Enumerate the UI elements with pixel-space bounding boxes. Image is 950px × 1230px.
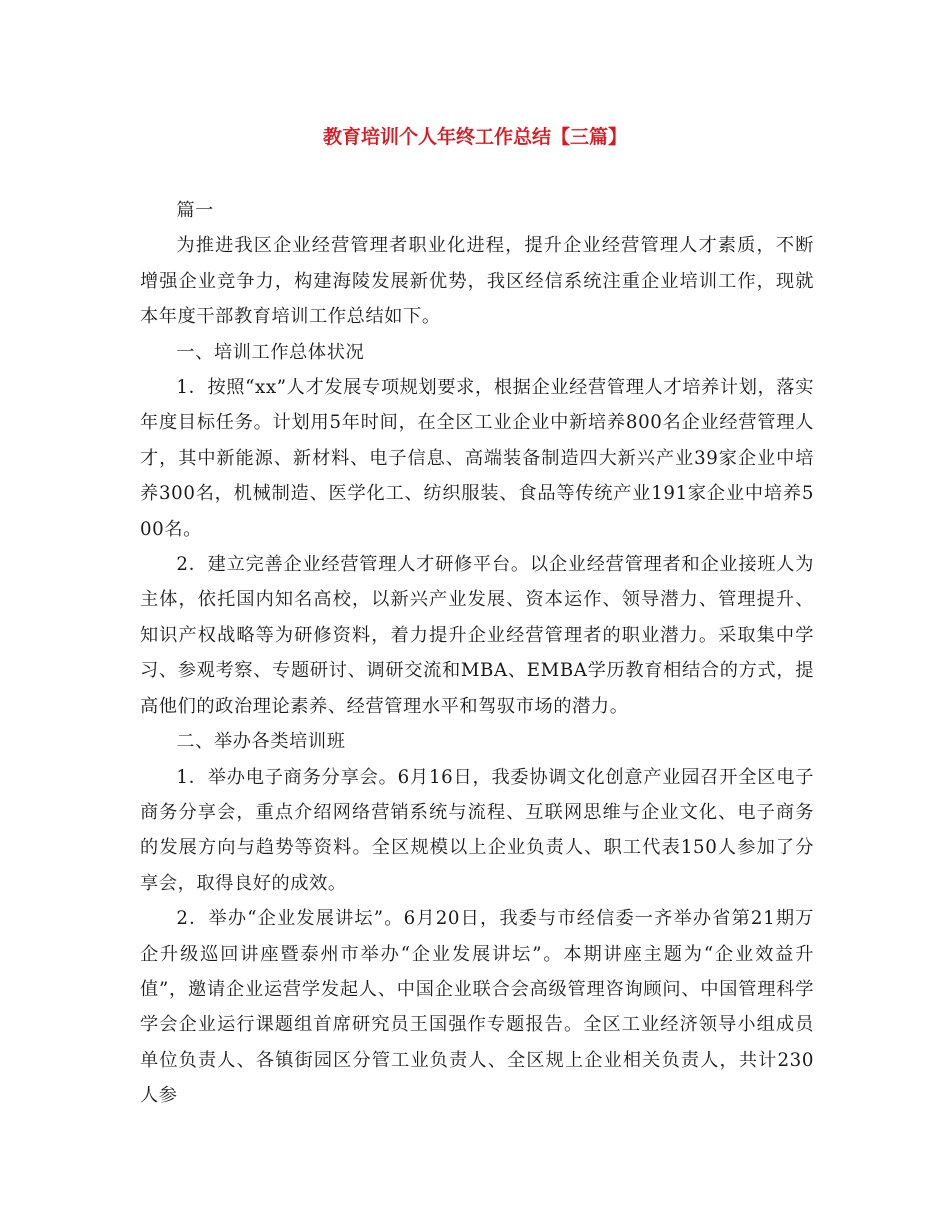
section-heading-2: 二、举办各类培训班 <box>176 731 346 753</box>
paragraph-1-1: 1．按照“xx”人才发展专项规划要求，根据企业经营管理人才培养计划，落实年度目标任务。计划用5年时间，在全区工业企业中新培养800名企业经营管理人才，其中新能源、新材料、电子信息、高端装备制造四大新兴产业39家企业中培养300名，机械制造、医学化工、纺织服装、食品等传统产业191家企业中培养500名。 <box>140 377 814 540</box>
intro-paragraph: 为推进我区企业经营管理者职业化进程，提升企业经营管理人才素质，不断增强企业竞争力，构建海陵发展新优势，我区经信系统注重企业培训工作，现就本年度干部教育培训工作总结如下。 <box>140 235 814 328</box>
section-heading-1: 一、培训工作总体状况 <box>176 341 365 363</box>
section-label: 篇一 <box>176 200 214 221</box>
paragraph-1-2: 2．建立完善企业经营管理人才研修平台。以企业经营管理者和企业接班人为主体，依托国内知名高校，以新兴产业发展、资本运作、领导潜力、管理提升、知识产权战略等为研修资料，着力提升企业经营管理者的职业潜力。采取集中学习、参观考察、专题研讨、调研交流和MBA、EMBA学历教育相结合的方式，提高他们的政治理论素养、经营管理水平和驾驭市场的潜力。 <box>140 554 814 717</box>
paragraph-2-1: 1．举办电子商务分享会。6月16日，我委协调文化创意产业园召开全区电子商务分享会，重点介绍网络营销系统与流程、互联网思维与企业文化、电子商务的发展方向与趋势等资料。全区规模以上企业负责人、职工代表150人参加了分享会，取得良好的成效。 <box>140 766 814 894</box>
paragraph-2-2: 2．举办“企业发展讲坛”。6月20日，我委与市经信委一齐举办省第21期万企升级巡回讲座暨泰州市举办“企业发展讲坛”。本期讲座主题为“企业效益升值”，邀请企业运营学发起人、中国企业联合会高级管理咨询顾问、中国管理科学学会企业运行课题组首席研究员王国强作专题报告。全区工业经济领导小组成员单位负责人、各镇街园区分管工业负责人、全区规上企业相关负责人，共计230人参 <box>140 908 814 1107</box>
document-title: 教育培训个人年终工作总结【三篇】 <box>322 126 627 148</box>
document-body <box>140 193 814 1114</box>
